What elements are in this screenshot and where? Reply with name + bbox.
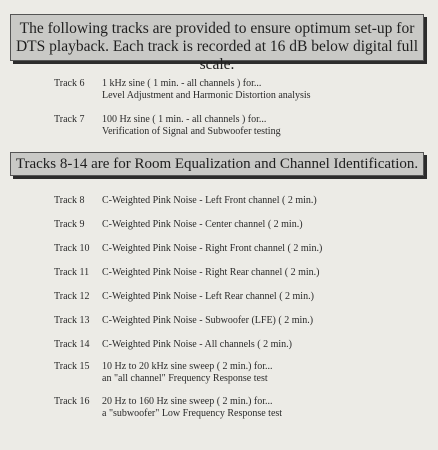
track-description: 10 Hz to 20 kHz sine sweep ( 2 min.) for... an "all channel" Frequency Response test	[102, 361, 273, 384]
track-description: C-Weighted Pink Noise - Right Rear channel ( 2 min.)	[102, 267, 320, 278]
track-item	[54, 339, 292, 351]
room-eq-banner	[10, 152, 424, 176]
track-description: C-Weighted Pink Noise - Subwoofer (LFE) ( 2 min.)	[102, 315, 314, 326]
track-description: 1 kHz sine ( 1 min. - all channels ) for... Level Adjustment and Harmonic Distortion analysis	[102, 78, 311, 101]
track-description: C-Weighted Pink Noise - Center channel ( 2 min.)	[102, 219, 303, 230]
room-eq-text: Tracks 8-14 are for Room Equalization and Channel Identification.	[15, 156, 419, 172]
track-number: Track 10	[54, 243, 90, 254]
track-item	[54, 243, 322, 255]
track-item	[54, 195, 317, 207]
track-number: Track 6	[54, 78, 85, 89]
track-number: Track 7	[54, 114, 85, 125]
track-number: Track 14	[54, 339, 90, 350]
track-item	[54, 114, 281, 138]
track-item	[54, 396, 282, 420]
track-item	[54, 315, 313, 327]
track-number: Track 12	[54, 291, 90, 302]
track-number: Track 11	[54, 267, 90, 278]
track-description: C-Weighted Pink Noise - Left Front channel ( 2 min.)	[102, 195, 317, 206]
track-number: Track 16	[54, 396, 90, 407]
track-description: 100 Hz sine ( 1 min. - all channels ) for... Verification of Signal and Subwoofer testing	[102, 114, 281, 137]
track-description: C-Weighted Pink Noise - Left Rear channel ( 2 min.)	[102, 291, 314, 302]
track-item	[54, 78, 311, 102]
track-number: Track 9	[54, 219, 85, 230]
track-number: Track 13	[54, 315, 90, 326]
track-description: C-Weighted Pink Noise - Right Front channel ( 2 min.)	[102, 243, 323, 254]
setup-info-banner	[10, 14, 424, 73]
track-item	[54, 267, 320, 279]
track-number: Track 8	[54, 195, 85, 206]
track-description: C-Weighted Pink Noise - All channels ( 2 min.)	[102, 339, 292, 350]
track-item	[54, 291, 314, 303]
setup-info-text: The following tracks are provided to ensure optimum set-up for DTS playback. Each track is recorded at 16 dB below digital full scale.	[15, 20, 419, 73]
track-description: 20 Hz to 160 Hz sine sweep ( 2 min.) for... a "subwoofer" Low Frequency Response test	[102, 396, 283, 419]
track-number: Track 15	[54, 361, 90, 372]
track-item	[54, 219, 303, 231]
track-item	[54, 361, 273, 385]
